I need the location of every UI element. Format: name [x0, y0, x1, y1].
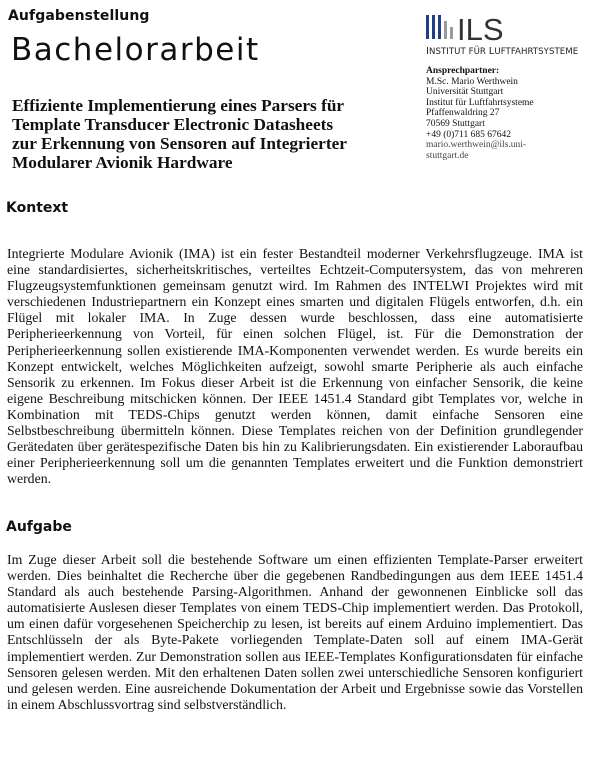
- institute-logo: [426, 12, 594, 57]
- section-heading-aufgabe: Aufgabe: [6, 519, 72, 535]
- contact-email-continued[interactable]: stuttgart.de: [426, 150, 469, 161]
- contact-block: [426, 66, 591, 161]
- contact-name: M.Sc. Mario Werthwein: [426, 76, 518, 87]
- document-title: Bachelorarbeit: [11, 32, 260, 68]
- section-heading-kontext: Kontext: [6, 200, 69, 216]
- institute-name-part: I: [426, 46, 429, 57]
- logo-wordmark: ILS: [457, 12, 504, 44]
- contact-phone: +49 (0)711 685 67642: [426, 129, 511, 140]
- thesis-title: Effiziente Implementierung eines Parsers für Template Transducer Electronic Datasheets zur Erkennung von Sensoren auf Integrierter Modularer Avionik Hardware: [12, 96, 347, 172]
- contact-university: Universität Stuttgart: [426, 87, 504, 98]
- contact-email[interactable]: mario.werthwein@ils.uni-: [426, 140, 527, 151]
- institute-name-part: UFTFAHRTSYSTEME: [494, 47, 579, 57]
- institute-name-part: L: [488, 46, 495, 57]
- section-paragraph-kontext: Integrierte Modulare Avionik (IMA) ist ein fester Bestandteil moderner Verkehrsflugzeuge. IMA ist eine standardisiertes, sicherheitskritisches, verteiltes Echtzeit-Computersystem, das von mehreren Flugzeugsystemfunktionen gemeinsam genutzt wird. Im Rahmen des INTELWI Projektes wird mit verschiedenen Industriepartnern ein Konzept eines smarten und digitalen Flügels entworfen, d.h. ein Flügel mit lokaler IMA. In Zuge dessen wurde beschlossen, dass eine automatisierte Peripherieerkennung von Vorteil, für einen solchen Flügel, ist. Für die Demonstration der Peripherieerkennung sollen existierende IMA-Komponenten verwendet werden. Es wurde bereits ein Konzept entwickelt, welches Möglichkeiten aufzeigt, sowohl smarte Peripherie als auch einfache Sensorik zu erkennen. Im Fokus dieser Arbeit ist die Erkennung von einfacher Sensorik, die keine eigene Beschreibung mitschicken können. Der IEEE 1451.4 Standard gibt Templates vor, welche in Kombination mit TEDS-Chips genutzt werden können, damit einfache Sensoren eine Selbstbeschreibung übermitteln können. Diese Templates reichen von der Definition grundlegender Gerätedaten über gerätespezifische Daten bis hin zu Kalibrierungsdaten. Ein existierender Laboraufbau einer Peripherieerkennung soll um die genannten Templates erweitert und die Funktion demonstriert werden.: [7, 246, 583, 487]
- document-type-label: Aufgabenstellung: [8, 8, 150, 24]
- contact-street: Pfaffenwaldring 27: [426, 108, 500, 119]
- section-paragraph-aufgabe: Im Zuge dieser Arbeit soll die bestehende Software um einen effizienten Template-Parser erweitert werden. Dies beinhaltet die Recherche über die gegebenen Randbedingungen aus dem IEEE 1451.4 Standard als auch bestehende Parsing-Algorithmen. Anhand der gewonnenen Einblicke soll das automatisierte Auslesen dieser Templates von einem TEDS-Chip implementiert werden. Das Protokoll, um einen dafür vorgesehenen Speicherchip zu lesen, ist bereits auf einem Arduino implementiert. Das Entschlüsseln der als Byte-Pakete vorliegenden Template-Daten soll auf einem IMA-Gerät implementiert werden. Zur Demonstration sollen aus IEEE-Templates Konfigurationsdaten für einfache Sensoren gelesen werden. Mit den erhaltenen Daten sollen zwei unterschiedliche Sensoren konfiguriert und gelesen werden. Eine ausreichende Dokumentation der Arbeit und Ergebnisse sowie das Vorstellen in einem Abschlussvortrag sind selbstverständlich.: [7, 552, 583, 712]
- contact-city: 70569 Stuttgart: [426, 118, 485, 129]
- contact-heading: Ansprechpartner:: [426, 66, 500, 76]
- institute-name-part: NSTITUT FÜR: [429, 47, 489, 57]
- institute-name: [426, 46, 594, 57]
- ils-logo-icon: [426, 12, 546, 44]
- contact-institute: Institut für Luftfahrtsysteme: [426, 97, 534, 108]
